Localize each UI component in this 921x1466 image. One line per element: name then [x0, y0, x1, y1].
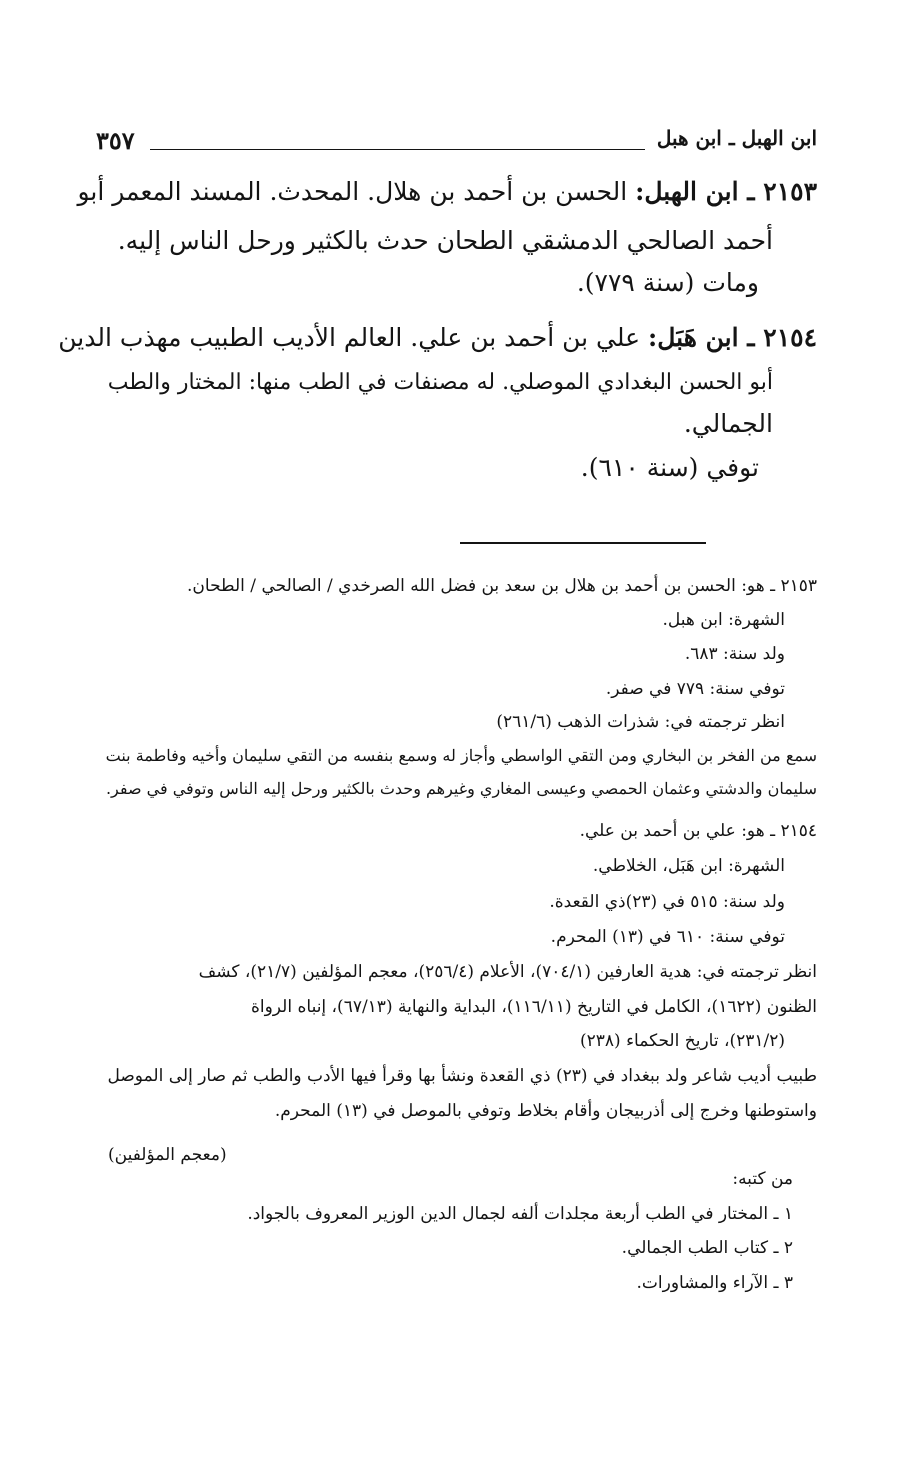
- entry-2154-text: علي بن أحمد بن علي. العالم الأديب الطبيب مهذب الدين: [58, 323, 641, 352]
- footnote-2154-sources-3: (٢٣١/٢)، تاريخ الحكماء (٢٣٨): [579, 1031, 785, 1051]
- footnote-2153-sources: انظر ترجمته في: شذرات الذهب (٢٦١/٦): [496, 712, 785, 732]
- entry-2153-heading: ٢١٥٣ ـ ابن الهبل:: [635, 177, 817, 206]
- footnote-2154-sources-1: انظر ترجمته في: هدية العارفين (٧٠٤/١)، الأعلام (٢٥٦/٤)، معجم المؤلفين (٢١/٧)، كشف: [198, 962, 817, 982]
- footnote-2154-fame: الشهرة: ابن هَبَل، الخلاطي.: [592, 856, 785, 876]
- entry-2154-line-3: الجمالي.: [683, 409, 773, 438]
- footnote-2154-died: توفي سنة: ٦١٠ في (١٣) المحرم.: [550, 927, 785, 947]
- entry-2154-line-2: أبو الحسن البغدادي الموصلي. له مصنفات في الطب منها: المختار والطب: [107, 370, 773, 395]
- footnote-2153-bio-2: سليمان والدشتي وعثمان الحمصي وعيسى المغاري وغيرهم وحدث بالكثير ورحل إليه الناس وتوفي في صفر.: [105, 779, 817, 798]
- entry-2153-death: ومات (سنة ٧٧٩).: [576, 268, 759, 297]
- footnote-2153-died: توفي سنة: ٧٧٩ في صفر.: [605, 679, 785, 699]
- footnote-2153-born: ولد سنة: ٦٨٣.: [684, 644, 785, 664]
- page-number: ٣٥٧: [96, 126, 135, 155]
- footnote-2153-bio-1: سمع من الفخر بن البخاري ومن التقي الواسطي وأجاز له وسمع بنفسه من التقي سليمان وأخيه وفاطمة بنت: [105, 746, 817, 765]
- footnote-2154-sources-2: الظنون (١٦٢٢)، الكامل في التاريخ (١١٦/١١)، البداية والنهاية (٦٧/١٣)، إنباه الرواة: [250, 997, 817, 1017]
- footnote-2154-head: ٢١٥٤ ـ هو: علي بن أحمد بن علي.: [579, 821, 817, 841]
- book-list-item: ٣ ـ الآراء والمشاورات.: [636, 1273, 793, 1293]
- header-rule: [150, 149, 645, 150]
- footnote-2154-bio-2: واستوطنها وخرج إلى أذربيجان وأقام بخلاط وتوفي بالموصل في (١٣) المحرم.: [274, 1101, 817, 1121]
- footnote-2154-born: ولد سنة: ٥١٥ في (٢٣)ذي القعدة.: [549, 892, 785, 912]
- running-title: ابن الهبل ـ ابن هبل: [656, 126, 817, 150]
- entry-2154-death: توفي (سنة ٦١٠).: [580, 453, 759, 482]
- footnote-2154-books-title: من كتبه:: [732, 1169, 793, 1189]
- footnote-2154-citation: (معجم المؤلفين): [108, 1145, 227, 1165]
- entry-2154-line-1: [58, 323, 817, 353]
- footnote-2153-head: ٢١٥٣ ـ هو: الحسن بن أحمد بن هلال بن سعد بن فضل الله الصرخدي / الصالحي / الطحان.: [187, 576, 817, 596]
- footnote-separator: [460, 542, 706, 544]
- footnote-2153-fame: الشهرة: ابن هبل.: [662, 610, 785, 630]
- entry-2153-line-1: [77, 177, 817, 207]
- entry-2153-text: الحسن بن أحمد بن هلال. المحدث. المسند المعمر أبو: [77, 177, 628, 206]
- book-list-item: ١ ـ المختار في الطب أربعة مجلدات ألفه لجمال الدين الوزير المعروف بالجواد.: [247, 1204, 793, 1224]
- book-list-item: ٢ ـ كتاب الطب الجمالي.: [621, 1238, 793, 1258]
- footnote-2154-bio-1: طبيب أديب شاعر ولد ببغداد في (٢٣) ذي القعدة ونشأ بها وقرأ فيها الأدب والطب ثم صار إلى الموصل: [107, 1066, 817, 1086]
- entry-2153-line-2: أحمد الصالحي الدمشقي الطحان حدث بالكثير ورحل الناس إليه.: [117, 226, 773, 255]
- entry-2154-heading: ٢١٥٤ ـ ابن هَبَل:: [648, 323, 817, 352]
